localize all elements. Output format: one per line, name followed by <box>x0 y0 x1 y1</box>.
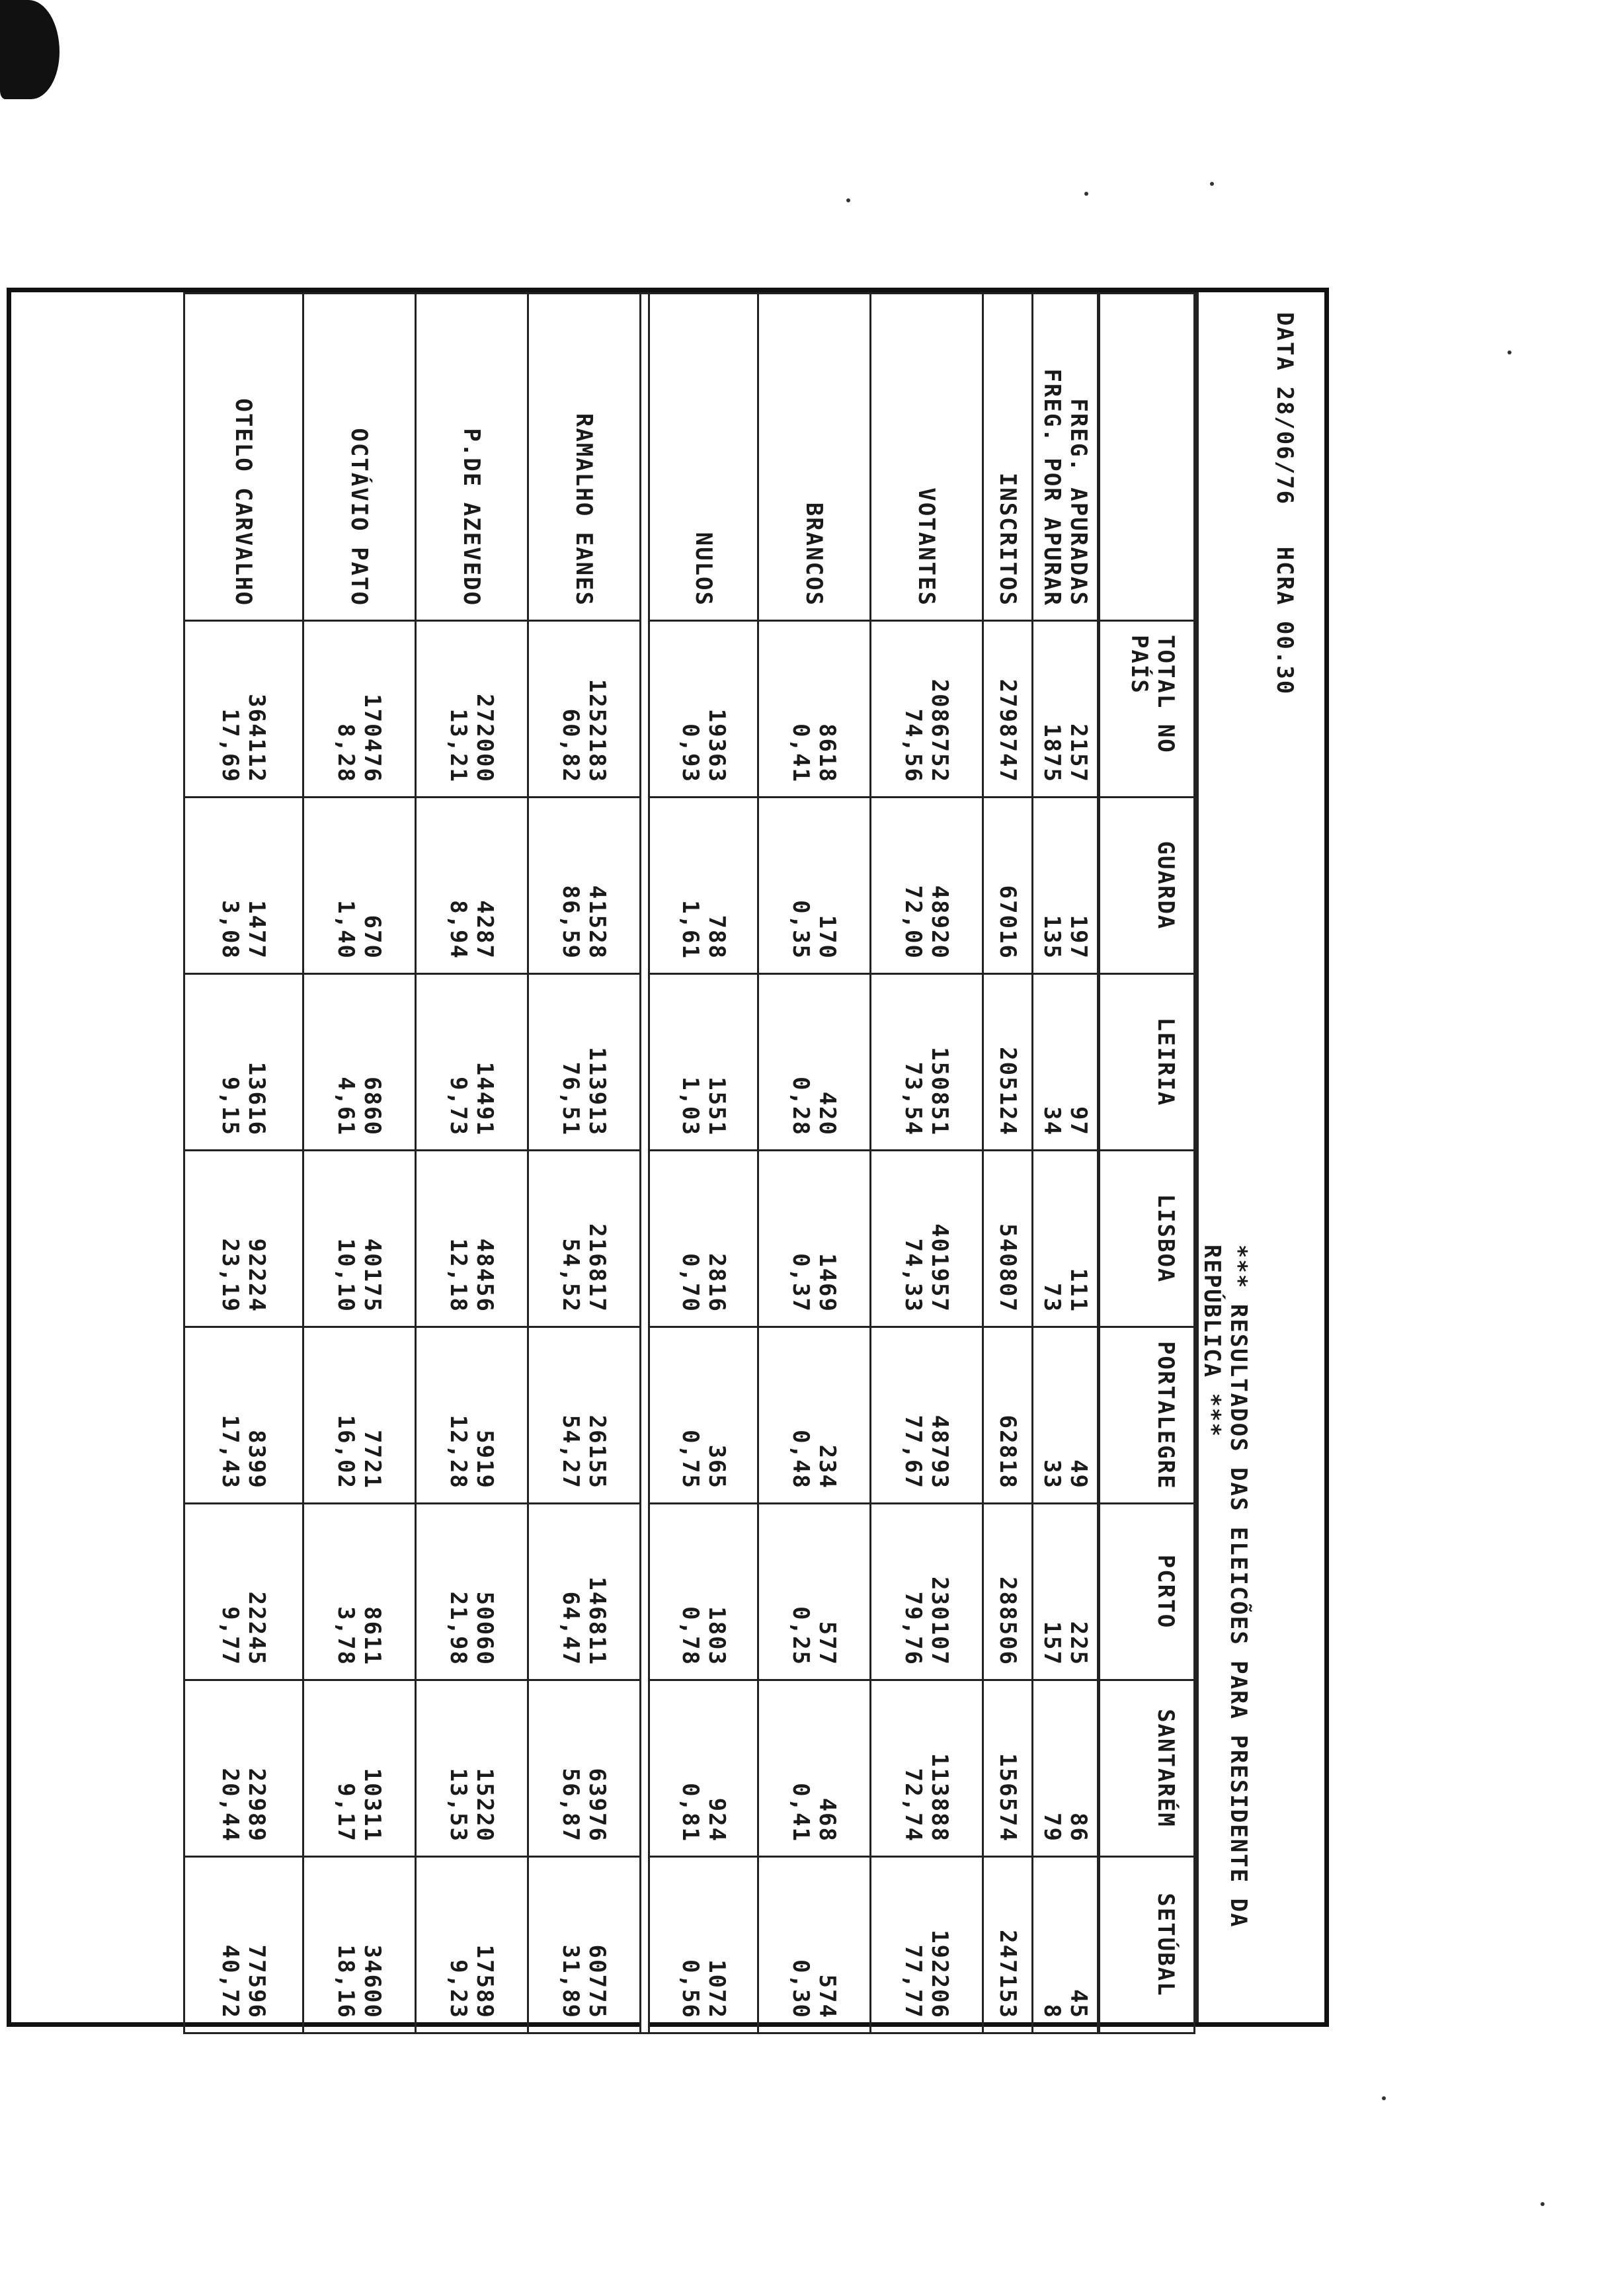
candidate-cell: 146811 64,47 <box>528 1504 641 1680</box>
nulos-cell: 1551 1,03 <box>649 974 758 1151</box>
candidate-cell: 670 1,40 <box>303 798 416 974</box>
candidate-cell: 13616 9,15 <box>184 974 303 1151</box>
col-header-total: TOTAL NO PAÍS <box>1099 621 1195 798</box>
report-date <box>1271 312 1298 695</box>
freg-cell: 86 79 <box>1033 1680 1099 1857</box>
candidate-row-carvalho <box>184 294 303 2033</box>
inscritos-cell: 288506 <box>983 1504 1033 1680</box>
candidate-cell: 26155 54,27 <box>528 1327 641 1504</box>
brancos-cell: 170 0,35 <box>758 798 871 974</box>
candidate-cell: 272000 13,21 <box>416 621 528 798</box>
candidate-cell: 22989 20,44 <box>184 1680 303 1857</box>
date-text: DATA 28/06/76 <box>1271 312 1298 506</box>
results-sheet <box>7 288 1329 2027</box>
col-header-santarem: SANTARÉM <box>1099 1680 1195 1857</box>
candidate-cell: 5919 12,28 <box>416 1327 528 1504</box>
brancos-cell: 577 0,25 <box>758 1504 871 1680</box>
freguesias-row <box>1033 294 1099 2033</box>
nulos-row <box>649 294 758 2033</box>
col-header-setubal: SETÚBAL <box>1099 1857 1195 2033</box>
candidate-cell: 4287 8,94 <box>416 798 528 974</box>
candidate-cell: 50060 21,98 <box>416 1504 528 1680</box>
brancos-cell: 1469 0,37 <box>758 1151 871 1327</box>
freg-cell: 49 33 <box>1033 1327 1099 1504</box>
candidate-cell: 364112 17,69 <box>184 621 303 798</box>
votantes-cell: 2086752 74,56 <box>871 621 983 798</box>
votantes-cell: 401957 74,33 <box>871 1151 983 1327</box>
votantes-cell: 192206 77,77 <box>871 1857 983 2033</box>
inscritos-cell: 62818 <box>983 1327 1033 1504</box>
candidate-name: P.DE AZEVEDO <box>416 294 528 621</box>
candidate-cell: 113913 76,51 <box>528 974 641 1151</box>
nulos-cell: 1072 0,56 <box>649 1857 758 2033</box>
divider-cell <box>641 294 649 2033</box>
candidate-cell: 1252183 60,82 <box>528 621 641 798</box>
nulos-cell: 924 0,81 <box>649 1680 758 1857</box>
inscritos-cell: 540807 <box>983 1151 1033 1327</box>
inscritos-cell: 247153 <box>983 1857 1033 2033</box>
section-divider <box>641 294 649 2033</box>
report-title: *** RESULTADOS DAS ELEICÕES PARA PRESIDENTE DA REPÚBLICA *** <box>1199 1245 1252 1928</box>
candidate-cell: 77596 40,72 <box>184 1857 303 2033</box>
candidate-cell: 8399 17,43 <box>184 1327 303 1504</box>
candidate-cell: 6860 4,61 <box>303 974 416 1151</box>
freg-cell: 197 135 <box>1033 798 1099 974</box>
votantes-cell: 230107 79,76 <box>871 1504 983 1680</box>
votantes-row <box>871 294 983 2033</box>
candidate-cell: 63976 56,87 <box>528 1680 641 1857</box>
votantes-label: VOTANTES <box>871 294 983 621</box>
candidate-cell: 8611 3,78 <box>303 1504 416 1680</box>
freg-cell: 111 73 <box>1033 1151 1099 1327</box>
nulos-cell: 19363 0,93 <box>649 621 758 798</box>
candidate-name: RAMALHO EANES <box>528 294 641 621</box>
brancos-cell: 420 0,28 <box>758 974 871 1151</box>
votantes-cell: 48920 72,00 <box>871 798 983 974</box>
inscritos-cell: 205124 <box>983 974 1033 1151</box>
nulos-cell: 2816 0,70 <box>649 1151 758 1327</box>
time-text: HCRA 00.30 <box>1271 546 1298 696</box>
corner-cell <box>1099 294 1195 621</box>
col-header-portalegre: PORTALEGRE <box>1099 1327 1195 1504</box>
votantes-cell: 113888 72,74 <box>871 1680 983 1857</box>
brancos-cell: 574 0,30 <box>758 1857 871 2033</box>
candidate-name: OCTÁVIO PATO <box>303 294 416 621</box>
brancos-cell: 8618 0,41 <box>758 621 871 798</box>
scan-speck <box>1084 192 1088 196</box>
nulos-label: NULOS <box>649 294 758 621</box>
freg-cell: 225 157 <box>1033 1504 1099 1680</box>
nulos-cell: 365 0,75 <box>649 1327 758 1504</box>
candidate-cell: 15220 13,53 <box>416 1680 528 1857</box>
brancos-row <box>758 294 871 2033</box>
candidate-cell: 216817 54,52 <box>528 1151 641 1327</box>
candidate-cell: 17589 9,23 <box>416 1857 528 2033</box>
candidate-cell: 1477 3,08 <box>184 798 303 974</box>
candidate-cell: 7721 16,02 <box>303 1327 416 1504</box>
scan-speck <box>1541 2202 1545 2206</box>
inscritos-label: INSCRITOS <box>983 294 1033 621</box>
scan-speck <box>1210 182 1214 186</box>
inscritos-cell: 2798747 <box>983 621 1033 798</box>
candidate-cell: 48456 12,18 <box>416 1151 528 1327</box>
col-header-guarda: GUARDA <box>1099 798 1195 974</box>
col-header-porto: PCRTO <box>1099 1504 1195 1680</box>
scan-speck <box>1508 350 1511 354</box>
freguesias-label: FREG. APURADAS FREG. POR APURAR <box>1033 294 1099 621</box>
brancos-label: BRANCOS <box>758 294 871 621</box>
nulos-cell: 788 1,61 <box>649 798 758 974</box>
candidate-name: OTELO CARVALHO <box>184 294 303 621</box>
candidate-cell: 14491 9,73 <box>416 974 528 1151</box>
freg-cell: 2157 1875 <box>1033 621 1099 798</box>
col-header-lisboa: LISBOA <box>1099 1151 1195 1327</box>
nulos-cell: 1803 0,78 <box>649 1504 758 1680</box>
inscritos-row <box>983 294 1033 2033</box>
candidate-cell: 34600 18,16 <box>303 1857 416 2033</box>
column-header-row <box>1099 294 1195 2033</box>
report-header <box>1195 292 1324 2022</box>
freg-cell: 45 8 <box>1033 1857 1099 2033</box>
freg-cell: 97 34 <box>1033 974 1099 1151</box>
candidate-cell: 41528 86,59 <box>528 798 641 974</box>
scan-ink-blot <box>0 0 60 99</box>
candidate-cell: 170476 8,28 <box>303 621 416 798</box>
candidate-cell: 60775 31,89 <box>528 1857 641 2033</box>
candidate-row-eanes <box>528 294 641 2033</box>
votantes-cell: 150851 73,54 <box>871 974 983 1151</box>
votantes-cell: 48793 77,67 <box>871 1327 983 1504</box>
candidate-cell: 92224 23,19 <box>184 1151 303 1327</box>
candidate-cell: 40175 10,10 <box>303 1151 416 1327</box>
candidate-row-azevedo <box>416 294 528 2033</box>
inscritos-cell: 156574 <box>983 1680 1033 1857</box>
candidate-row-pato <box>303 294 416 2033</box>
scan-speck <box>1382 2096 1386 2100</box>
inscritos-cell: 67016 <box>983 798 1033 974</box>
col-header-leiria: LEIRIA <box>1099 974 1195 1151</box>
brancos-cell: 468 0,41 <box>758 1680 871 1857</box>
results-table <box>183 292 1195 2034</box>
brancos-cell: 234 0,48 <box>758 1327 871 1504</box>
candidate-cell: 22245 9,77 <box>184 1504 303 1680</box>
scan-speck <box>846 198 850 202</box>
candidate-cell: 10311 9,17 <box>303 1680 416 1857</box>
